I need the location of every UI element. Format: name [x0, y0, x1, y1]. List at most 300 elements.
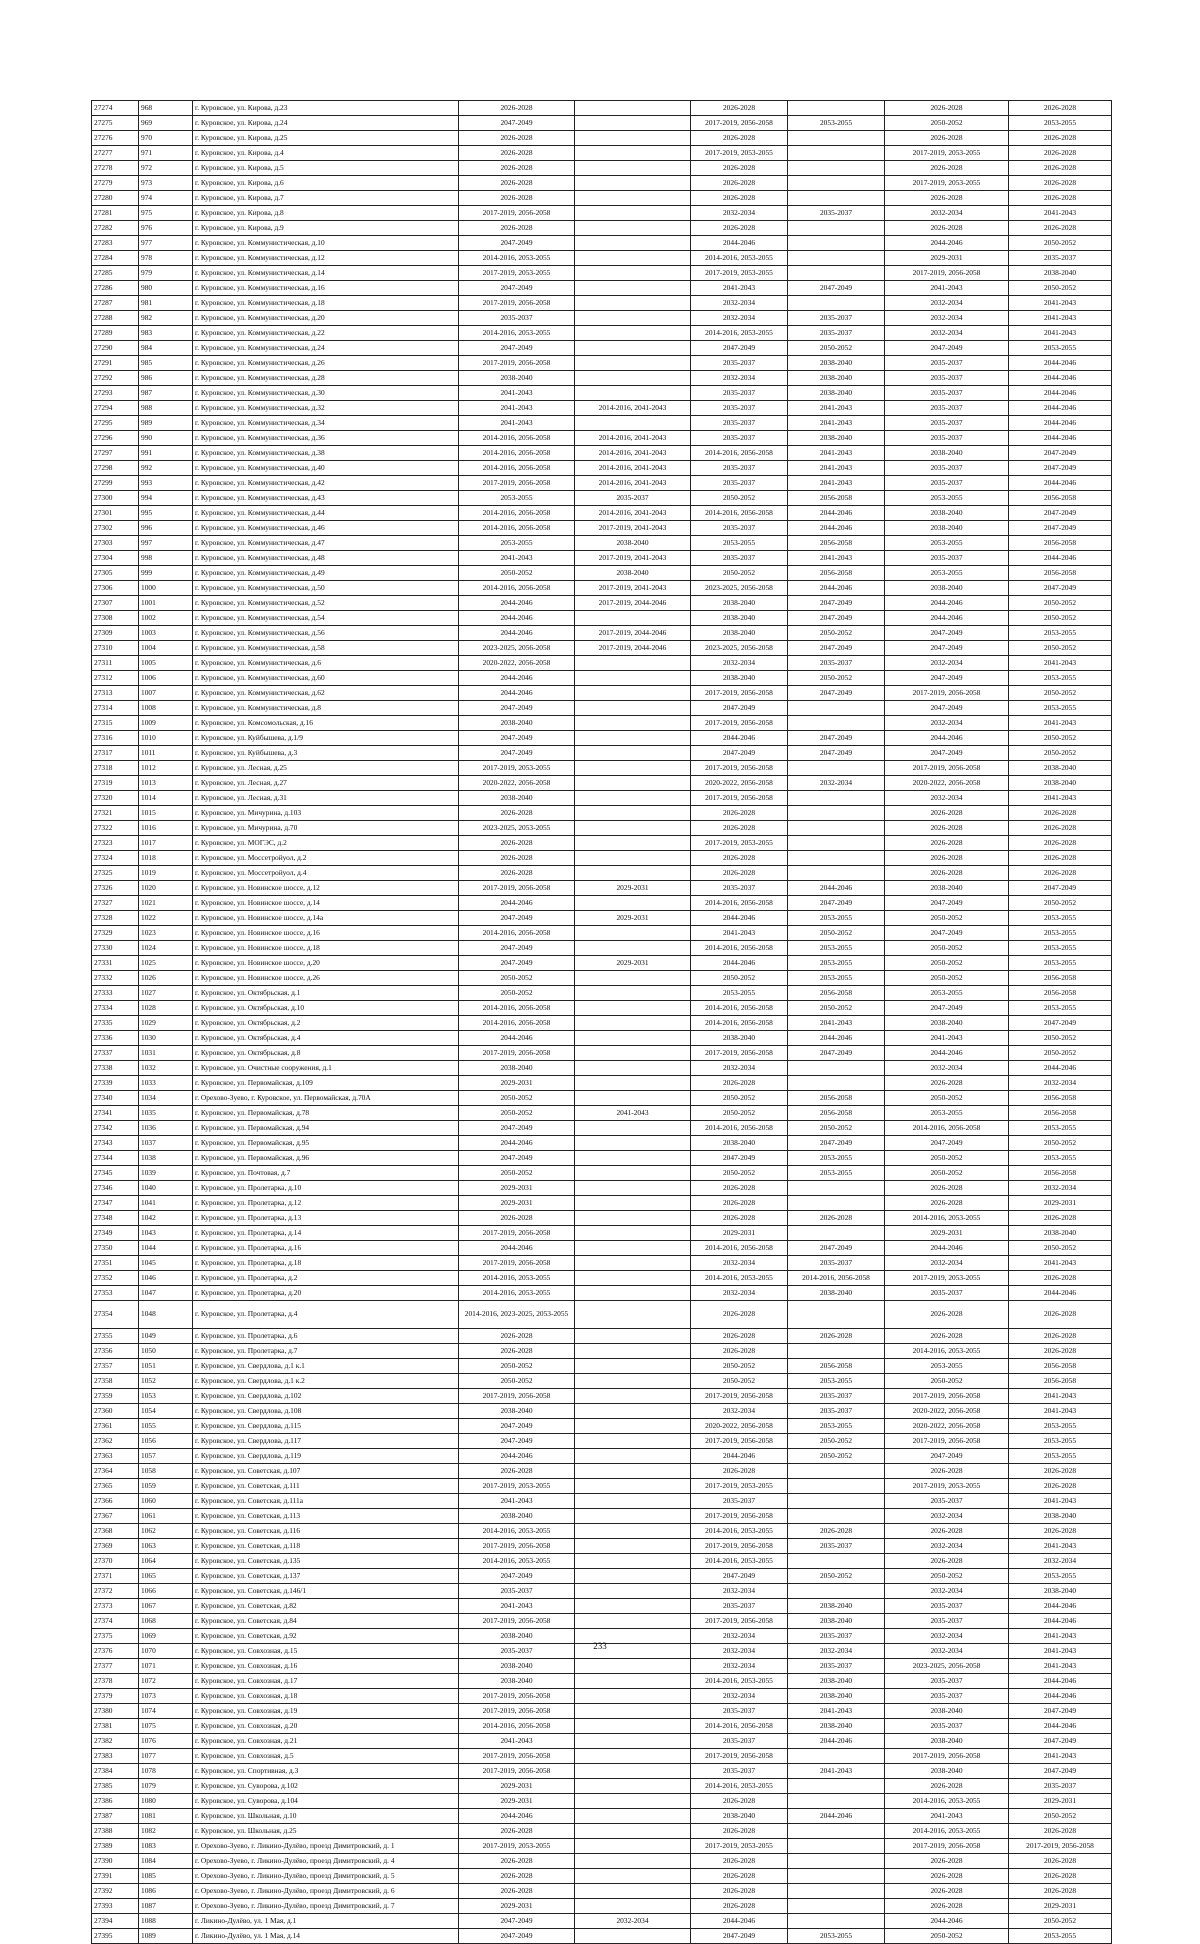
period-cell-3: 2023-2025, 2056-2058: [691, 581, 788, 596]
period-cell-4: 2038-2040: [788, 386, 885, 401]
period-cell-5: 2035-2037: [885, 461, 1009, 476]
object-id-cell: 1060: [139, 1494, 193, 1509]
row-number-cell: 27309: [92, 626, 139, 641]
period-cell-5: 2047-2049: [885, 1001, 1009, 1016]
address-cell: г. Куровское, ул. Советская, д.113: [193, 1509, 459, 1524]
address-cell: г. Куровское, ул. Школьная, д.25: [193, 1824, 459, 1839]
address-cell: г. Куровское, ул. Мичурина, д.103: [193, 806, 459, 821]
period-cell-6: 2038-2040: [1009, 266, 1112, 281]
period-cell-1: 2026-2028: [459, 191, 575, 206]
row-number-cell: 27329: [92, 926, 139, 941]
address-cell: г. Куровское, ул. Лесная, д.31: [193, 791, 459, 806]
period-cell-6: 2053-2055: [1009, 1569, 1112, 1584]
table-row: [92, 1719, 1112, 1734]
period-cell-4: [788, 101, 885, 116]
table-row: [92, 971, 1112, 986]
object-id-cell: 1017: [139, 836, 193, 851]
period-cell-3: 2044-2046: [691, 956, 788, 971]
object-id-cell: 1054: [139, 1404, 193, 1419]
period-cell-4: 2056-2058: [788, 986, 885, 1001]
period-cell-5: 2035-2037: [885, 1674, 1009, 1689]
period-cell-6: 2041-2043: [1009, 1539, 1112, 1554]
row-number-cell: 27287: [92, 296, 139, 311]
row-number-cell: 27350: [92, 1241, 139, 1256]
period-cell-1: 2017-2019, 2053-2055: [459, 1479, 575, 1494]
period-cell-3: 2026-2028: [691, 221, 788, 236]
period-cell-6: 2026-2028: [1009, 821, 1112, 836]
period-cell-2: [575, 1121, 691, 1136]
row-number-cell: 27359: [92, 1389, 139, 1404]
period-cell-2: 2029-2031: [575, 911, 691, 926]
period-cell-3: 2038-2040: [691, 1031, 788, 1046]
period-cell-1: 2017-2019, 2053-2055: [459, 1839, 575, 1854]
period-cell-4: [788, 821, 885, 836]
row-number-cell: 27373: [92, 1599, 139, 1614]
row-number-cell: 27274: [92, 101, 139, 116]
period-cell-1: 2029-2031: [459, 1196, 575, 1211]
period-cell-3: 2038-2040: [691, 671, 788, 686]
address-cell: г. Куровское, ул. Пролетарка, д.4: [193, 1301, 459, 1329]
period-cell-2: [575, 1181, 691, 1196]
period-cell-1: 2017-2019, 2056-2058: [459, 356, 575, 371]
address-cell: г. Куровское, ул. Пролетарка, д.18: [193, 1256, 459, 1271]
period-cell-3: 2017-2019, 2056-2058: [691, 1509, 788, 1524]
period-cell-1: 2017-2019, 2056-2058: [459, 1614, 575, 1629]
period-cell-3: 2035-2037: [691, 1764, 788, 1779]
table-row: [92, 1764, 1112, 1779]
address-cell: г. Куровское, ул. Новинское шоссе, д.12: [193, 881, 459, 896]
address-cell: г. Куровское, ул. Коммунистическая, д.18: [193, 296, 459, 311]
address-cell: г. Куровское, ул. Коммунистическая, д.12: [193, 251, 459, 266]
address-cell: г. Куровское, ул. Коммунистическая, д.8: [193, 701, 459, 716]
period-cell-2: [575, 206, 691, 221]
table-row: [92, 731, 1112, 746]
period-cell-6: 2050-2052: [1009, 746, 1112, 761]
address-cell: г. Куровское, ул. Коммунистическая, д.16: [193, 281, 459, 296]
address-cell: г. Куровское, ул. Коммунистическая, д.62: [193, 686, 459, 701]
row-number-cell: 27308: [92, 611, 139, 626]
period-cell-3: 2026-2028: [691, 1824, 788, 1839]
period-cell-2: [575, 1614, 691, 1629]
period-cell-6: 2026-2028: [1009, 866, 1112, 881]
period-cell-1: 2017-2019, 2056-2058: [459, 1749, 575, 1764]
period-cell-3: 2050-2052: [691, 566, 788, 581]
object-id-cell: 1023: [139, 926, 193, 941]
period-cell-6: 2053-2055: [1009, 1121, 1112, 1136]
row-number-cell: 27328: [92, 911, 139, 926]
address-cell: г. Куровское, ул. Совхозная, д.20: [193, 1719, 459, 1734]
address-cell: г. Куровское, ул. Коммунистическая, д.6: [193, 656, 459, 671]
period-cell-1: 2026-2028: [459, 866, 575, 881]
row-number-cell: 27372: [92, 1584, 139, 1599]
row-number-cell: 27304: [92, 551, 139, 566]
period-cell-3: 2035-2037: [691, 401, 788, 416]
period-cell-5: 2035-2037: [885, 1614, 1009, 1629]
row-number-cell: 27391: [92, 1869, 139, 1884]
table-row: [92, 386, 1112, 401]
period-cell-2: [575, 1854, 691, 1869]
row-number-cell: 27393: [92, 1899, 139, 1914]
period-cell-2: [575, 941, 691, 956]
address-cell: г. Куровское, ул. Пролетарка, д.6: [193, 1329, 459, 1344]
table-row: [92, 1599, 1112, 1614]
period-cell-4: [788, 1076, 885, 1091]
row-number-cell: 27361: [92, 1419, 139, 1434]
period-cell-4: [788, 1749, 885, 1764]
row-number-cell: 27277: [92, 146, 139, 161]
address-cell: г. Куровское, ул. МОГЭС, д.2: [193, 836, 459, 851]
period-cell-2: [575, 1449, 691, 1464]
table-row: [92, 836, 1112, 851]
row-number-cell: 27366: [92, 1494, 139, 1509]
period-cell-3: 2032-2034: [691, 1584, 788, 1599]
period-cell-3: 2014-2016, 2053-2055: [691, 1779, 788, 1794]
period-cell-3: 2050-2052: [691, 1374, 788, 1389]
period-cell-2: [575, 1494, 691, 1509]
table-row: [92, 1839, 1112, 1854]
period-cell-4: 2053-2055: [788, 911, 885, 926]
period-cell-1: 2053-2055: [459, 491, 575, 506]
period-cell-4: 2044-2046: [788, 521, 885, 536]
period-cell-4: 2038-2040: [788, 1719, 885, 1734]
period-cell-5: 2050-2052: [885, 1569, 1009, 1584]
address-cell: г. Куровское, ул. Первомайская, д.95: [193, 1136, 459, 1151]
table-row: [92, 1929, 1112, 1944]
period-cell-3: 2032-2034: [691, 656, 788, 671]
period-cell-3: 2029-2031: [691, 1226, 788, 1241]
address-cell: г. Куровское, ул. Новинское шоссе, д.16: [193, 926, 459, 941]
period-cell-4: [788, 1464, 885, 1479]
period-cell-3: 2014-2016, 2056-2058: [691, 896, 788, 911]
address-cell: г. Куровское, ул. Советская, д.111а: [193, 1494, 459, 1509]
period-cell-6: 2044-2046: [1009, 1614, 1112, 1629]
object-id-cell: 985: [139, 356, 193, 371]
period-cell-6: 2050-2052: [1009, 1241, 1112, 1256]
object-id-cell: 1008: [139, 701, 193, 716]
row-number-cell: 27348: [92, 1211, 139, 1226]
period-cell-1: 2041-2043: [459, 1494, 575, 1509]
period-cell-1: 2044-2046: [459, 686, 575, 701]
address-cell: г. Куровское, ул. Новинское шоссе, д.14: [193, 896, 459, 911]
period-cell-2: [575, 1136, 691, 1151]
period-cell-3: 2044-2046: [691, 1449, 788, 1464]
object-id-cell: 990: [139, 431, 193, 446]
period-cell-4: [788, 716, 885, 731]
address-cell: г. Куровское, ул. Свердлова, д.1 к.1: [193, 1359, 459, 1374]
object-id-cell: 997: [139, 536, 193, 551]
object-id-cell: 1076: [139, 1734, 193, 1749]
object-id-cell: 998: [139, 551, 193, 566]
row-number-cell: 27389: [92, 1839, 139, 1854]
period-cell-1: 2014-2016, 2056-2058: [459, 1016, 575, 1031]
object-id-cell: 1066: [139, 1584, 193, 1599]
period-cell-1: 2044-2046: [459, 596, 575, 611]
row-number-cell: 27295: [92, 416, 139, 431]
period-cell-5: 2053-2055: [885, 1106, 1009, 1121]
row-number-cell: 27324: [92, 851, 139, 866]
row-number-cell: 27285: [92, 266, 139, 281]
period-cell-4: 2026-2028: [788, 1211, 885, 1226]
period-cell-4: 2050-2052: [788, 1449, 885, 1464]
period-cell-6: 2026-2028: [1009, 1301, 1112, 1329]
period-cell-4: 2044-2046: [788, 881, 885, 896]
period-cell-2: [575, 1809, 691, 1824]
row-number-cell: 27378: [92, 1674, 139, 1689]
row-number-cell: 27314: [92, 701, 139, 716]
address-cell: г. Куровское, ул. Свердлова, д.115: [193, 1419, 459, 1434]
object-id-cell: 1088: [139, 1914, 193, 1929]
table-row: [92, 431, 1112, 446]
table-row: [92, 1824, 1112, 1839]
row-number-cell: 27294: [92, 401, 139, 416]
period-cell-3: 2023-2025, 2056-2058: [691, 641, 788, 656]
period-cell-5: 2026-2028: [885, 101, 1009, 116]
period-cell-5: 2029-2031: [885, 1226, 1009, 1241]
period-cell-3: 2035-2037: [691, 461, 788, 476]
period-cell-4: 2026-2028: [788, 1524, 885, 1539]
period-cell-2: [575, 101, 691, 116]
period-cell-5: 2014-2016, 2053-2055: [885, 1211, 1009, 1226]
period-cell-6: 2044-2046: [1009, 416, 1112, 431]
period-cell-2: [575, 266, 691, 281]
address-cell: г. Куровское, ул. Свердлова, д.119: [193, 1449, 459, 1464]
period-cell-6: 2044-2046: [1009, 1286, 1112, 1301]
period-cell-3: 2017-2019, 2056-2058: [691, 686, 788, 701]
row-number-cell: 27306: [92, 581, 139, 596]
period-cell-1: 2038-2040: [459, 1404, 575, 1419]
object-id-cell: 1050: [139, 1344, 193, 1359]
address-cell: г. Куровское, ул. Коммунистическая, д.24: [193, 341, 459, 356]
object-id-cell: 1021: [139, 896, 193, 911]
row-number-cell: 27363: [92, 1449, 139, 1464]
table-row: [92, 986, 1112, 1001]
period-cell-3: 2038-2040: [691, 1136, 788, 1151]
period-cell-1: 2050-2052: [459, 986, 575, 1001]
period-cell-4: [788, 176, 885, 191]
address-cell: г. Куровское, ул. Коммунистическая, д.40: [193, 461, 459, 476]
period-cell-5: 2032-2034: [885, 1584, 1009, 1599]
period-cell-2: [575, 1929, 691, 1944]
period-cell-2: [575, 1166, 691, 1181]
table-row: [92, 1914, 1112, 1929]
period-cell-5: 2017-2019, 2056-2058: [885, 761, 1009, 776]
period-cell-1: 2035-2037: [459, 1584, 575, 1599]
period-cell-1: 2026-2028: [459, 836, 575, 851]
period-cell-1: 2050-2052: [459, 971, 575, 986]
period-cell-2: [575, 1659, 691, 1674]
period-cell-2: [575, 1151, 691, 1166]
period-cell-6: 2041-2043: [1009, 206, 1112, 221]
period-cell-3: 2050-2052: [691, 1359, 788, 1374]
period-cell-6: 2050-2052: [1009, 1031, 1112, 1046]
period-cell-4: 2053-2055: [788, 1166, 885, 1181]
period-cell-4: 2035-2037: [788, 1629, 885, 1644]
period-cell-1: 2029-2031: [459, 1181, 575, 1196]
object-id-cell: 1080: [139, 1794, 193, 1809]
table-row: [92, 1704, 1112, 1719]
table-row: [92, 671, 1112, 686]
row-number-cell: 27335: [92, 1016, 139, 1031]
address-cell: г. Куровское, ул. Лесная, д.25: [193, 761, 459, 776]
object-id-cell: 1049: [139, 1329, 193, 1344]
table-row: [92, 1734, 1112, 1749]
table-row: [92, 1509, 1112, 1524]
period-cell-5: 2050-2052: [885, 1151, 1009, 1166]
period-cell-1: 2014-2016, 2056-2058: [459, 461, 575, 476]
address-cell: г. Орехово-Зуево, г. Ликино-Дулёво, проезд Димитровский, д. 7: [193, 1899, 459, 1914]
object-id-cell: 1006: [139, 671, 193, 686]
row-number-cell: 27354: [92, 1301, 139, 1329]
period-cell-6: 2026-2028: [1009, 1479, 1112, 1494]
period-cell-1: 2017-2019, 2056-2058: [459, 881, 575, 896]
period-cell-6: 2026-2028: [1009, 1464, 1112, 1479]
period-cell-6: 2026-2028: [1009, 1211, 1112, 1226]
object-id-cell: 1039: [139, 1166, 193, 1181]
object-id-cell: 1031: [139, 1046, 193, 1061]
row-number-cell: 27368: [92, 1524, 139, 1539]
table-row: [92, 806, 1112, 821]
period-cell-4: [788, 866, 885, 881]
object-id-cell: 972: [139, 161, 193, 176]
period-cell-6: 2053-2055: [1009, 701, 1112, 716]
address-cell: г. Куровское, ул. Коммунистическая, д.44: [193, 506, 459, 521]
period-cell-1: 2050-2052: [459, 566, 575, 581]
period-cell-6: 2026-2028: [1009, 1884, 1112, 1899]
row-number-cell: 27318: [92, 761, 139, 776]
object-id-cell: 995: [139, 506, 193, 521]
row-number-cell: 27299: [92, 476, 139, 491]
period-cell-3: 2026-2028: [691, 1899, 788, 1914]
table-row: [92, 596, 1112, 611]
period-cell-5: 2032-2034: [885, 716, 1009, 731]
period-cell-5: 2026-2028: [885, 1884, 1009, 1899]
address-cell: г. Куровское, ул. Кирова, д.25: [193, 131, 459, 146]
period-cell-5: 2014-2016, 2056-2058: [885, 1121, 1009, 1136]
object-id-cell: 1073: [139, 1689, 193, 1704]
address-cell: г. Куровское, ул. Совхозная, д.19: [193, 1704, 459, 1719]
period-cell-4: [788, 251, 885, 266]
address-cell: г. Куровское, ул. Советская, д.146/1: [193, 1584, 459, 1599]
row-number-cell: 27362: [92, 1434, 139, 1449]
period-cell-6: 2053-2055: [1009, 956, 1112, 971]
address-cell: г. Куровское, ул. Совхозная, д.15: [193, 1644, 459, 1659]
table-row: [92, 521, 1112, 536]
period-cell-6: 2026-2028: [1009, 1344, 1112, 1359]
period-cell-3: 2035-2037: [691, 476, 788, 491]
period-cell-5: 2032-2034: [885, 1509, 1009, 1524]
period-cell-6: 2053-2055: [1009, 1929, 1112, 1944]
period-cell-6: 2047-2049: [1009, 521, 1112, 536]
object-id-cell: 1030: [139, 1031, 193, 1046]
period-cell-5: 2026-2028: [885, 131, 1009, 146]
period-cell-4: [788, 1226, 885, 1241]
address-cell: г. Куровское, ул. Первомайская, д.94: [193, 1121, 459, 1136]
period-cell-3: 2014-2016, 2056-2058: [691, 1719, 788, 1734]
period-cell-4: 2044-2046: [788, 1031, 885, 1046]
period-cell-4: 2038-2040: [788, 1689, 885, 1704]
period-cell-5: 2047-2049: [885, 701, 1009, 716]
table-row: [92, 1449, 1112, 1464]
period-cell-5: 2026-2028: [885, 1779, 1009, 1794]
address-cell: г. Куровское, ул. Лесная, д.27: [193, 776, 459, 791]
period-cell-3: 2044-2046: [691, 731, 788, 746]
period-cell-2: 2017-2019, 2041-2043: [575, 551, 691, 566]
address-cell: г. Орехово-Зуево, г. Ликино-Дулёво, проезд Димитровский, д. 6: [193, 1884, 459, 1899]
table-row: [92, 566, 1112, 581]
row-number-cell: 27376: [92, 1644, 139, 1659]
period-cell-5: 2044-2046: [885, 731, 1009, 746]
table-row: [92, 746, 1112, 761]
row-number-cell: 27286: [92, 281, 139, 296]
period-cell-1: 2047-2049: [459, 746, 575, 761]
period-cell-6: 2041-2043: [1009, 1404, 1112, 1419]
period-cell-4: 2047-2049: [788, 896, 885, 911]
period-cell-2: [575, 1256, 691, 1271]
address-cell: г. Куровское, ул. Советская, д.135: [193, 1554, 459, 1569]
period-cell-6: 2026-2028: [1009, 806, 1112, 821]
object-id-cell: 979: [139, 266, 193, 281]
period-cell-1: 2026-2028: [459, 176, 575, 191]
period-cell-6: 2053-2055: [1009, 911, 1112, 926]
period-cell-5: 2047-2049: [885, 671, 1009, 686]
period-cell-6: 2029-2031: [1009, 1794, 1112, 1809]
period-cell-5: 2032-2034: [885, 1256, 1009, 1271]
object-id-cell: 1047: [139, 1286, 193, 1301]
period-cell-3: 2017-2019, 2053-2055: [691, 146, 788, 161]
period-cell-6: 2056-2058: [1009, 971, 1112, 986]
table-row: [92, 311, 1112, 326]
address-cell: г. Куровское, ул. Советская, д.82: [193, 1599, 459, 1614]
period-cell-5: 2026-2028: [885, 1869, 1009, 1884]
period-cell-3: 2032-2034: [691, 1061, 788, 1076]
row-number-cell: 27327: [92, 896, 139, 911]
period-cell-3: 2053-2055: [691, 986, 788, 1001]
period-cell-6: 2041-2043: [1009, 1629, 1112, 1644]
period-cell-5: 2032-2034: [885, 1061, 1009, 1076]
period-cell-3: 2017-2019, 2056-2058: [691, 1389, 788, 1404]
table-row: [92, 446, 1112, 461]
period-cell-5: 2047-2049: [885, 1449, 1009, 1464]
table-row: [92, 146, 1112, 161]
object-id-cell: 999: [139, 566, 193, 581]
period-cell-5: 2026-2028: [885, 806, 1009, 821]
period-cell-3: 2017-2019, 2056-2058: [691, 791, 788, 806]
address-cell: г. Куровское, ул. Пролетарка, д.2: [193, 1271, 459, 1286]
row-number-cell: 27355: [92, 1329, 139, 1344]
object-id-cell: 1053: [139, 1389, 193, 1404]
address-cell: г. Куровское, ул. Коммунистическая, д.28: [193, 371, 459, 386]
period-cell-6: 2044-2046: [1009, 551, 1112, 566]
table-row: [92, 371, 1112, 386]
period-cell-4: 2035-2037: [788, 1659, 885, 1674]
period-cell-4: 2041-2043: [788, 446, 885, 461]
address-cell: г. Куровское, ул. Куйбышева, д.3: [193, 746, 459, 761]
period-cell-5: 2026-2028: [885, 1464, 1009, 1479]
object-id-cell: 1014: [139, 791, 193, 806]
address-cell: г. Куровское, ул. Совхозная, д.17: [193, 1674, 459, 1689]
period-cell-3: 2026-2028: [691, 1211, 788, 1226]
period-cell-6: 2050-2052: [1009, 896, 1112, 911]
period-cell-1: 2041-2043: [459, 551, 575, 566]
row-number-cell: 27323: [92, 836, 139, 851]
period-cell-3: 2026-2028: [691, 1076, 788, 1091]
period-cell-2: [575, 386, 691, 401]
period-cell-4: 2041-2043: [788, 1764, 885, 1779]
period-cell-5: 2014-2016, 2053-2055: [885, 1824, 1009, 1839]
period-cell-5: 2023-2025, 2056-2058: [885, 1659, 1009, 1674]
period-cell-2: [575, 1329, 691, 1344]
period-cell-4: 2053-2055: [788, 1419, 885, 1434]
